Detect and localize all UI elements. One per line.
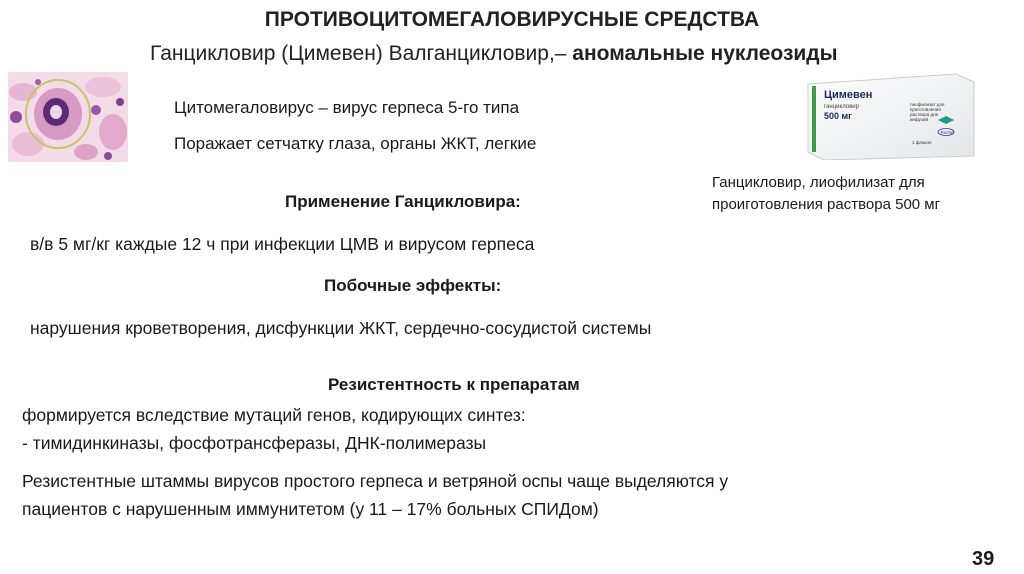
resistance-enzymes: - тимидинкиназы, фосфотрансферазы, ДНК-полимеразы <box>22 433 487 453</box>
strains-line-1: Резистентные штаммы вирусов простого герпеса и ветряной оспы чаще выделяются у <box>22 471 729 491</box>
fact-cmv-type: Цитомегаловирус – вирус герпеса 5-го типа <box>174 98 520 117</box>
product-caption: Ганцикловир, лиофилизат для проиготовления раствора 500 мг <box>712 174 941 213</box>
fact-cmv-targets: Поражает сетчатку глаза, органы ЖКТ, легкие <box>174 134 537 153</box>
cmv-cell-micrograph <box>8 72 128 162</box>
box-roche-logo: Roche <box>940 129 954 135</box>
resistance-heading: Резистентность к препаратам <box>328 375 580 394</box>
resistance-mechanism: формируется вследствие мутаций генов, кодирующих синтез: <box>22 405 526 425</box>
cymevene-box-image <box>806 72 976 160</box>
page-number: 39 <box>972 548 995 570</box>
subtitle-drug-class: аномальные нуклеозиды <box>572 42 838 65</box>
subtitle-drug-names: Ганцикловир (Цимевен) Валганцикловир,– <box>150 42 573 65</box>
slide-subtitle <box>150 42 838 66</box>
side-effects-text: нарушения кроветворения, дисфункции ЖКТ, сердечно-сосудистой системы <box>30 318 652 338</box>
strains-line-2: пациентов с нарушенным иммунитетом (у 11 – 17% больных СПИДом) <box>22 499 599 519</box>
slide-title: ПРОТИВОЦИТОМЕГАЛОВИРУСНЫЕ СРЕДСТВА <box>264 8 760 31</box>
box-count: 1 флакон <box>912 140 932 145</box>
box-generic-name: ганцикловир <box>824 104 859 110</box>
box-dose: 500 мг <box>824 111 852 121</box>
side-effects-heading: Побочные эффекты: <box>324 276 502 295</box>
application-heading: Применение Ганцикловира: <box>285 192 521 211</box>
box-description: лиофилизат для приготовления раствора для инфузий <box>910 102 945 122</box>
box-brand-name: Цимевен <box>824 89 873 101</box>
application-text: в/в 5 мг/кг каждые 12 ч при инфекции ЦМВ и вирусом герпеса <box>30 234 535 254</box>
